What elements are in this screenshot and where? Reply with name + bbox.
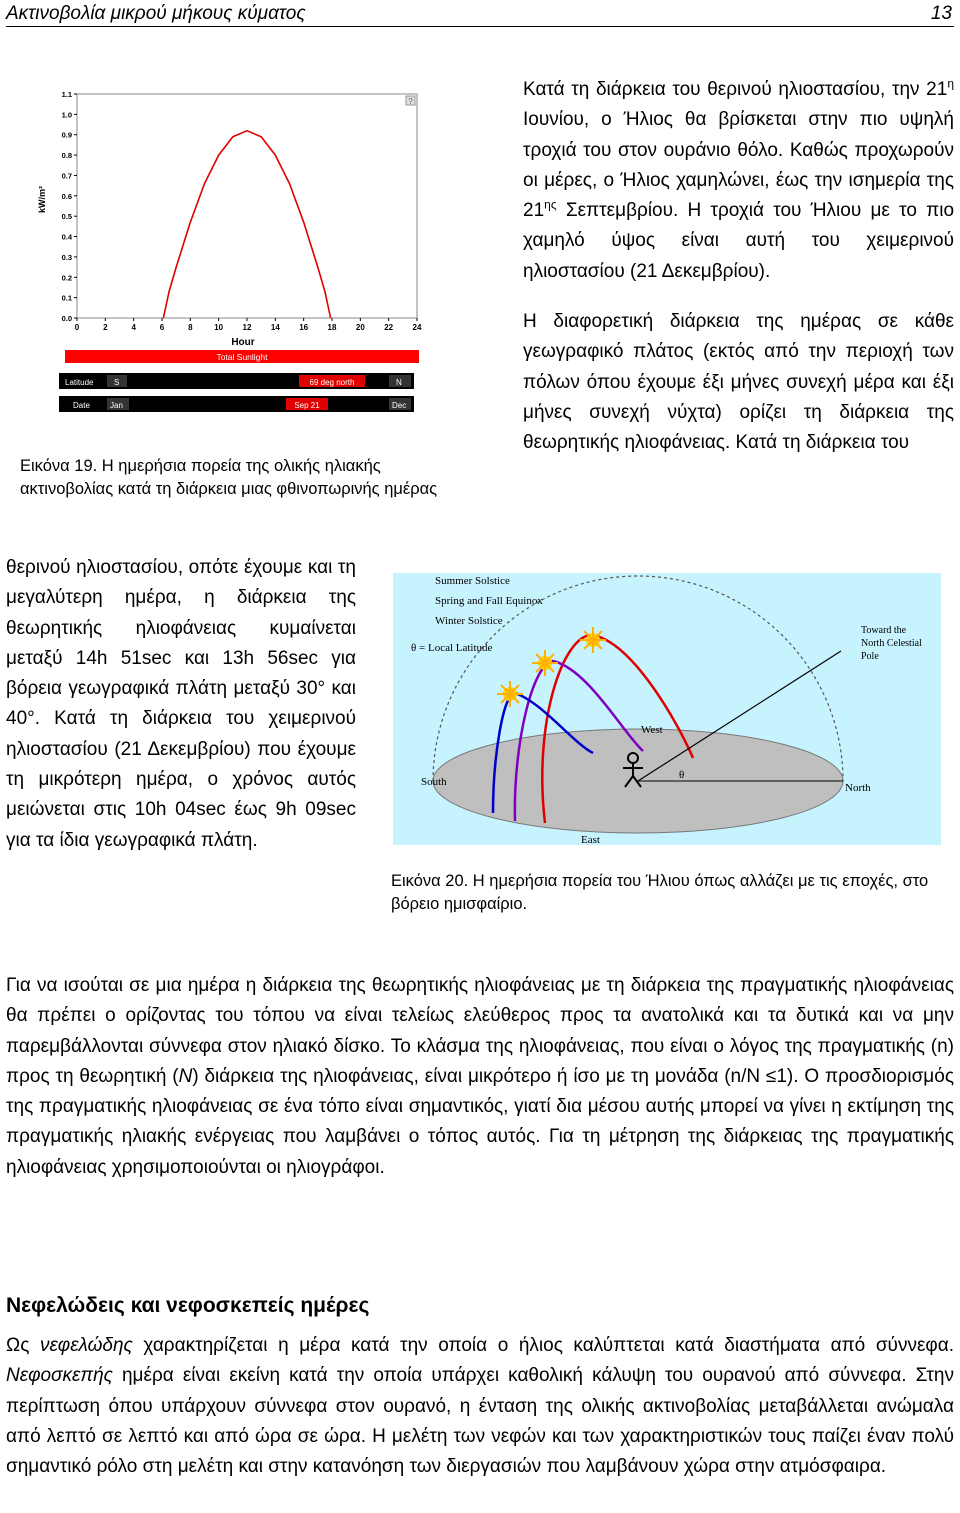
y-tick-label: 0.4 — [61, 232, 72, 242]
latitude-left-label: S — [114, 378, 120, 387]
plot-frame — [77, 94, 417, 318]
paragraph-sunshine-fraction — [6, 971, 954, 1183]
x-tick-label: 8 — [188, 323, 193, 332]
x-tick-label: 16 — [299, 323, 309, 332]
left-column-text — [6, 553, 356, 856]
section-heading: Νεφελώδεις και νεφοσκεπείς ημέρες — [6, 1294, 370, 1317]
help-mark: ? — [408, 97, 413, 106]
x-tick-label: 4 — [131, 323, 136, 332]
legend-summer: Summer Solstice — [435, 575, 510, 587]
y-tick-label: 0.1 — [61, 293, 72, 303]
plot-area — [62, 90, 422, 332]
y-tick-label: 0.6 — [61, 191, 72, 201]
full-width-text — [6, 971, 954, 1183]
x-tick-label: 0 — [74, 323, 80, 332]
legend-latitude: θ = Local Latitude — [411, 642, 493, 654]
south-label: South — [421, 776, 447, 788]
section-text — [6, 1331, 954, 1482]
figure-20-sun-path-diagram — [393, 573, 941, 845]
date-right-label: Dec — [392, 401, 407, 410]
theta-angle-label: θ — [679, 769, 685, 781]
date-control[interactable] — [59, 396, 414, 412]
superscript: ης — [544, 197, 557, 212]
east-label: East — [581, 834, 600, 846]
text-run: Κατά τη διάρκεια του θερινού ηλιοστασίου, την 21 — [523, 79, 948, 100]
paragraph-day-length: Η διαφορετική διάρκεια της ημέρας σε κάθε γεωγραφικό πλάτος (εκτός από την περιοχή των πόλων όπου έχουμε έξι μήνες συνεχή μέρα και έξι μήνες συνεχή νύχτα) ορίζει τη διάρκεια της θεωρητικής ηλιοφάνειας. Κατά τη διάρκεια του — [523, 311, 954, 454]
superscript: η — [947, 76, 954, 91]
figure-20-caption: Εικόνα 20. Η ημερήσια πορεία του Ήλιου όπως αλλάζει με τις εποχές, στο βόρειο ημισφαίριο. — [391, 872, 929, 913]
text-run: Ως — [6, 1335, 40, 1356]
running-title: Ακτινοβολία μικρού μήκους κύματος — [6, 3, 306, 24]
x-axis-label: Hour — [231, 337, 255, 348]
paragraph-solstice — [523, 75, 954, 287]
legend-winter: Winter Solstice — [435, 615, 503, 627]
x-tick-label: 10 — [214, 323, 224, 332]
text-run: Για να ισούται σε μια ημέρα η διάρκεια της θεωρητικής ηλιοφάνειας με τη διάρκεια της πραγματικής ηλιοφάνειας θα πρέπει ο ορίζοντας του τόπου να είναι τελείως ελεύθερος προς τα ανατολικά και τα δυτικά και να μην παρεμβάλλονται σύννεφα στον ηλιακό δίσκο. Το κλάσμα της ηλιοφάνειας, που είναι ο λόγος της πραγματικής (n) προς τη θεωρητική ( — [6, 975, 954, 1087]
italic-term: N — [178, 1065, 193, 1087]
date-label: Date — [73, 401, 90, 410]
pole-label-line: Pole — [861, 651, 879, 662]
y-tick-label: 1.0 — [61, 110, 72, 120]
text-run: ημέρα είναι εκείνη κατά την οποία υπάρχει καθολική κάλυψη του ουρανού από σύννεφα. Στην περίπτωση όπου υπάρχουν σύννεφα στον ουρανό, η ένταση της ολικής ακτινοβολίας μεταβάλλεται ανώμαλα από λεπτό σε λεπτό και από ώρα σε ώρα. Η μελέτη των νεφών και των χαρακτηριστικών τους παίζει έναν πολύ σημαντικό ρόλο στη μελέτη και στην κατανόηση των διεργασιών που λαμβάνουν χώρα στην ατμόσφαιρα. — [6, 1365, 954, 1478]
pole-label-line: North Celestial — [861, 638, 922, 649]
y-tick-label: 0.8 — [61, 151, 72, 161]
latitude-label: Latitude — [65, 378, 94, 387]
north-label: North — [845, 782, 871, 794]
x-tick-label: 12 — [242, 323, 252, 332]
x-tick-label: 14 — [270, 323, 280, 332]
text-run: Σεπτεμβρίου. Η τροχιά του Ήλιου με το πιο χαμηλό ύψος είναι αυτή του χειμερινού ηλιοστασίου (21 Δεκεμβρίου). — [523, 200, 955, 282]
x-tick-label: 18 — [327, 323, 337, 332]
pole-label-line: Toward the — [861, 625, 907, 636]
y-tick-label: 0.7 — [61, 171, 72, 181]
right-column-text — [523, 75, 954, 459]
total-sunlight-label: Total Sunlight — [216, 352, 268, 362]
y-tick-label: 0.9 — [61, 130, 72, 140]
text-run: χαρακτηρίζεται η μέρα κατά την οποία ο ήλιος καλύπτεται κατά διαστήματα από σύννεφα. — [132, 1335, 955, 1356]
y-tick-label: 0.5 — [61, 212, 72, 222]
west-label: West — [641, 724, 663, 736]
y-tick-label: 1.1 — [61, 90, 72, 99]
figure-19-chart — [37, 88, 422, 418]
paragraph-sunshine-duration: θερινού ηλιοστασίου, οπότε έχουμε και τη μεγαλύτερη ημέρα, η διάρκεια της θεωρητικής ηλιοφάνειας κυμαίνεται μεταξύ 14h 51sec και 13h 56sec για βόρεια γεωγραφικά πλάτη μεταξύ 30° και 40°. Κατά τη διάρκεια του χειμερινού ηλιοστασίου (21 Δεκεμβρίου) που έχουμε τη μικρότερη ημέρα, ο χρόνος αυτός μειώνεται στις 10h 04sec έως 9h 09sec για τα ίδια γεωγραφικά πλάτη. — [6, 557, 356, 851]
x-tick-label: 20 — [355, 323, 365, 332]
italic-term: νεφελώδης — [39, 1335, 133, 1356]
x-tick-label: 6 — [159, 323, 165, 332]
latitude-control[interactable] — [59, 373, 414, 389]
page-number: 13 — [930, 3, 952, 24]
legend-equinox: Spring and Fall Equinox — [435, 595, 543, 607]
page-header — [6, 0, 954, 27]
figure-19-caption: Εικόνα 19. Η ημερήσια πορεία της ολικής ηλιακής ακτινοβολίας κατά τη διάρκεια μιας φθινοπωρινής ημέρας — [20, 457, 438, 498]
latitude-right-label: N — [396, 378, 402, 387]
text-run: ) διάρκεια της ηλιοφάνειας, είναι μικρότερο ή ίσο με τη μονάδα (n/N ≤1). Ο προσδιορισμός της πραγματικής ηλιοφάνειας σε ένα τόπο είναι σημαντικός, γιατί δια μέσου αυτής μπορεί να γίνει η εκτίμηση της πραγματικής ηλιακής ενέργειας που λαμβάνει ο τόπος αυτός. Για τη μέτρηση της διάρκειας της πραγματικής ηλιοφάνειας χρησιμοποιούνται οι ηλιογράφοι. — [6, 1065, 954, 1178]
x-tick-label: 2 — [103, 323, 108, 332]
paragraph-cloudy-days — [6, 1331, 954, 1482]
x-tick-label: 24 — [412, 323, 422, 332]
latitude-value: 69 deg north — [309, 378, 355, 387]
date-value: Sep 21 — [294, 401, 320, 410]
x-tick-label: 22 — [384, 323, 394, 332]
italic-term: Νεφοσκεπής — [6, 1365, 113, 1387]
text-run: Ιουνίου, ο Ήλιος θα βρίσκεται στην πιο υψηλή τροχιά του στον ουράνιο θόλο. Καθώς προχωρούν οι μέρες, ο Ήλιος χαμηλώνει, έως την ισημερία της 21 — [523, 109, 954, 222]
y-axis-label: kW/m² — [37, 186, 47, 213]
y-tick-label: 0.2 — [61, 273, 72, 283]
y-tick-label: 0.0 — [61, 314, 72, 323]
y-tick-label: 0.3 — [61, 252, 72, 262]
date-left-label: Jan — [110, 401, 123, 410]
